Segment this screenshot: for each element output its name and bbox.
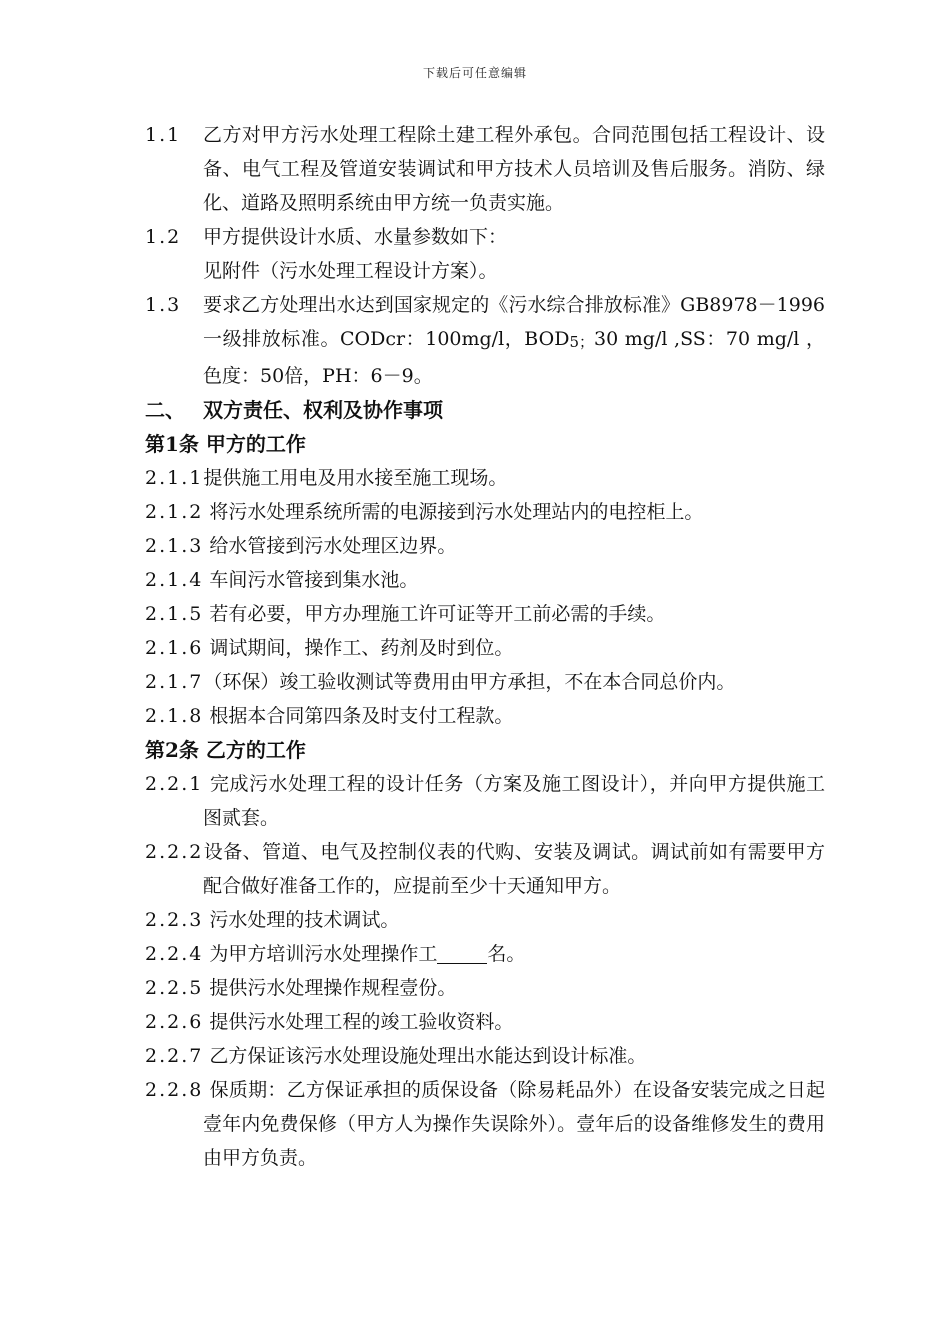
clause-2-1-7 — [145, 665, 825, 699]
clause-number: 2.1.3 — [145, 535, 204, 557]
clause-number: 2.1.5 — [145, 603, 204, 625]
clause-number: 1.2 — [145, 226, 182, 248]
clause-text: 乙方对甲方污水处理工程除土建工程外承包。合同范围包括工程设计、设备、电气工程及管道安装调试和甲方技术人员培训及售后服务。消防、绿化、道路及照明系统由甲方统一负责实施。 — [203, 124, 825, 214]
clause-text-b: 名。 — [487, 943, 526, 965]
clause-2-1-4 — [145, 563, 825, 597]
clause-number: 2.1.4 — [145, 569, 204, 591]
clause-number: 2.2.8 — [145, 1079, 204, 1101]
clause-1-2 — [145, 220, 825, 254]
document-body — [145, 118, 825, 1175]
clause-2-2-5 — [145, 971, 825, 1005]
clause-text: 设备、管道、电气及控制仪表的代购、安装及调试。调试前如有需要甲方配合做好准备工作的，应提前至少十天通知甲方。 — [203, 841, 825, 897]
subscript: 5； — [569, 333, 594, 351]
section-title: 双方责任、权利及协作事项 — [203, 398, 443, 422]
clause-text: 甲方提供设计水质、水量参数如下： — [203, 226, 508, 248]
clause-2-2-4 — [145, 937, 825, 971]
clause-text: 给水管接到污水处理区边界。 — [209, 535, 457, 557]
clause-2-1-3 — [145, 529, 825, 563]
clause-number: 2.2.4 — [145, 943, 204, 965]
clause-number: 2.1.2 — [145, 501, 204, 523]
clause-text: 保质期：乙方保证承担的质保设备（除易耗品外）在设备安装完成之日起壹年内免费保修（甲方人为操作失误除外）。壹年后的设备维修发生的费用由甲方负责。 — [203, 1079, 825, 1169]
clause-text: 根据本合同第四条及时支付工程款。 — [209, 705, 514, 727]
clause-1-2-line2: 见附件（污水处理工程设计方案）。 — [203, 260, 498, 282]
clause-text: （环保）竣工验收测试等费用由甲方承担，不在本合同总价内。 — [203, 671, 736, 693]
clause-text: 调试期间，操作工、药剂及时到位。 — [209, 637, 514, 659]
clause-2-2-6 — [145, 1005, 825, 1039]
clause-number: 2.2.5 — [145, 977, 204, 999]
clause-number: 2.2.2 — [145, 841, 204, 863]
clause-number: 2.2.3 — [145, 909, 204, 931]
clause-2-2-3 — [145, 903, 825, 937]
clause-text: 车间污水管接到集水池。 — [209, 569, 419, 591]
fill-in-blank[interactable] — [437, 941, 487, 964]
clause-number: 1.1 — [145, 124, 182, 146]
clause-2-1-8 — [145, 699, 825, 733]
clause-text: 乙方保证该污水处理设施处理出水能达到设计标准。 — [209, 1045, 647, 1067]
clause-text: 若有必要，甲方办理施工许可证等开工前必需的手续。 — [209, 603, 666, 625]
article-heading-1: 第1条 甲方的工作 — [145, 432, 306, 456]
clause-number: 2.1.7 — [145, 671, 204, 693]
clause-text: 污水处理的技术调试。 — [209, 909, 400, 931]
clause-number: 2.2.6 — [145, 1011, 204, 1033]
clause-text — [145, 288, 825, 393]
clause-2-2-8 — [145, 1073, 825, 1175]
clause-1-1 — [145, 118, 825, 220]
clause-number: 2.1.1 — [145, 467, 204, 489]
section-number: 二、 — [145, 398, 185, 422]
clause-2-1-6 — [145, 631, 825, 665]
clause-text: 提供污水处理操作规程壹份。 — [209, 977, 457, 999]
clause-number: 2.2.1 — [145, 773, 204, 795]
clause-2-2-1 — [145, 767, 825, 835]
clause-2-1-2 — [145, 495, 825, 529]
clause-text: 完成污水处理工程的设计任务（方案及施工图设计），并向甲方提供施工图贰套。 — [203, 773, 825, 829]
clause-number: 1.3 — [145, 294, 182, 316]
clause-text-a: 为甲方培训污水处理操作工 — [209, 943, 438, 965]
clause-text: 提供污水处理工程的竣工验收资料。 — [209, 1011, 514, 1033]
clause-text: 将污水处理系统所需的电源接到污水处理站内的电控柜上。 — [209, 501, 704, 523]
clause-2-2-7 — [145, 1039, 825, 1073]
page-header: 下载后可任意编辑 — [422, 66, 527, 80]
clause-2-1-5 — [145, 597, 825, 631]
section-heading-2 — [145, 393, 825, 427]
clause-number: 2.1.6 — [145, 637, 204, 659]
clause-number: 2.1.8 — [145, 705, 204, 727]
clause-2-2-2 — [145, 835, 825, 903]
clause-text: 提供施工用电及用水接至施工现场。 — [203, 467, 508, 489]
clause-2-1-1 — [145, 461, 825, 495]
clause-1-3 — [145, 288, 825, 393]
article-heading-2: 第2条 乙方的工作 — [145, 738, 306, 762]
clause-number: 2.2.7 — [145, 1045, 204, 1067]
clause-text-a: 要求乙方处理出水达到国家规定的《污水综合排放标准》GB8978－1996一级排放标准。CODcr：100mg/l，BOD — [203, 294, 825, 350]
clause-text-b: 30 mg/l ,SS：70 mg/l ，色度：50倍，PH：6－9。 — [203, 328, 825, 387]
